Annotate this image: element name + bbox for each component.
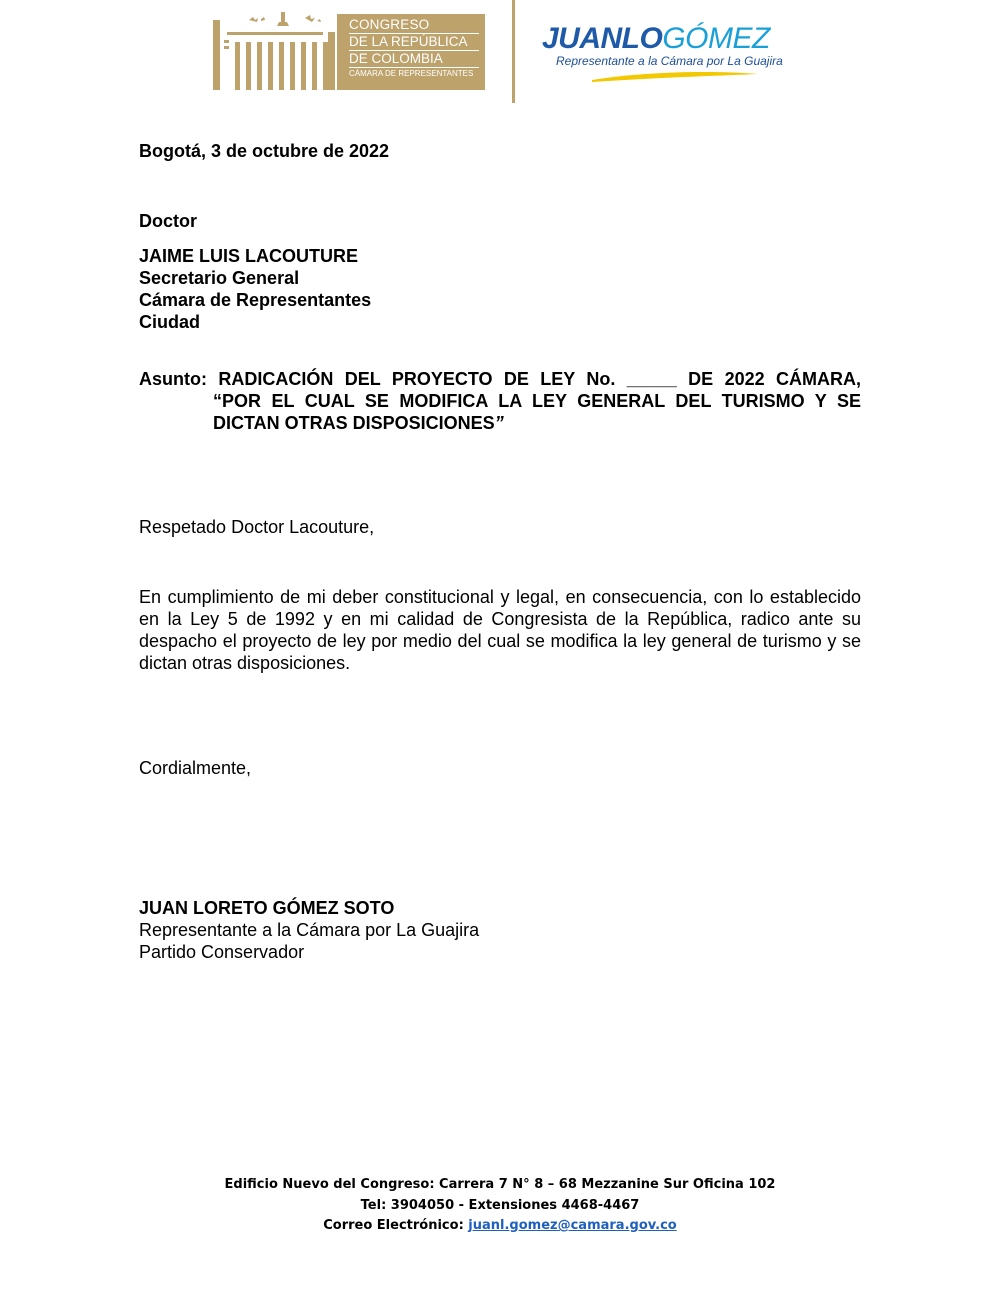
congreso-line-1: CONGRESO — [349, 17, 479, 34]
yellow-swoosh-icon — [590, 70, 760, 84]
juanlo-gomez-logo — [540, 22, 795, 92]
asunto — [139, 368, 861, 434]
recipient-name: JAIME LUIS LACOUTURE — [139, 246, 359, 266]
body-paragraph: En cumplimiento de mi deber constitucional y legal, en consecuencia, con lo establecido en la Ley 5 de 1992 y en mi calidad de Congresista de la República, radico ante su despacho el proyecto de ley por medio del cual se modifica la ley general de turismo y se dictan otras disposiciones. — [139, 587, 861, 673]
footer-phone: Tel: 3904050 - Extensiones 4468-4467 — [360, 1197, 640, 1213]
asunto-line-3: DICTAN OTRAS DISPOSICIONES — [213, 413, 495, 433]
salutation-title: Doctor — [139, 211, 197, 231]
juanlo-subtitle: Representante a la Cámara por La Guajira — [556, 54, 783, 68]
closing: Cordialmente, — [139, 758, 252, 778]
juanlo-wordmark-part1: JUANLO — [542, 22, 663, 55]
signer-name: JUAN LORETO GÓMEZ SOTO — [139, 898, 395, 918]
signer-party: Partido Conservador — [139, 942, 305, 962]
letter-date: Bogotá, 3 de octubre de 2022 — [139, 141, 390, 161]
congreso-logo — [213, 12, 485, 90]
footer-email-line — [0, 1216, 1000, 1237]
capitol-building-icon — [213, 12, 335, 90]
greeting: Respetado Doctor Lacouture, — [139, 517, 375, 537]
footer-email-label: Correo Electrónico: — [323, 1218, 469, 1233]
recipient-org: Cámara de Representantes — [139, 290, 372, 310]
juanlo-wordmark — [542, 22, 770, 56]
recipient-position: Secretario General — [139, 268, 300, 288]
congreso-wordmark — [337, 14, 485, 90]
congreso-line-2: DE LA REPÚBLICA — [349, 34, 479, 51]
juanlo-wordmark-part2: GÓMEZ — [662, 22, 770, 55]
footer-email-link[interactable]: juanl.gomez@camara.gov.co — [468, 1218, 677, 1233]
footer-address: Edificio Nuevo del Congreso: Carrera 7 N° 8 – 68 Mezzanine Sur Oficina 102 — [224, 1177, 776, 1192]
congreso-line-3: DE COLOMBIA — [349, 51, 479, 68]
footer — [0, 1175, 1000, 1237]
recipient-city: Ciudad — [139, 312, 200, 332]
asunto-line-3-wrap — [139, 412, 861, 434]
letterhead — [0, 0, 1000, 110]
asunto-line-2: “POR EL CUAL SE MODIFICA LA LEY GENERAL DEL TURISMO Y SE — [213, 391, 861, 411]
congreso-line-4: CÁMARA DE REPRESENTANTES — [349, 69, 474, 78]
signer-position: Representante a la Cámara por La Guajira — [139, 920, 480, 940]
asunto-line-1: Asunto: RADICACIÓN DEL PROYECTO DE LEY No. _____ DE 2022 CÁMARA, — [139, 369, 861, 389]
header-divider — [512, 0, 515, 103]
asunto-close-quote: ” — [494, 413, 504, 433]
